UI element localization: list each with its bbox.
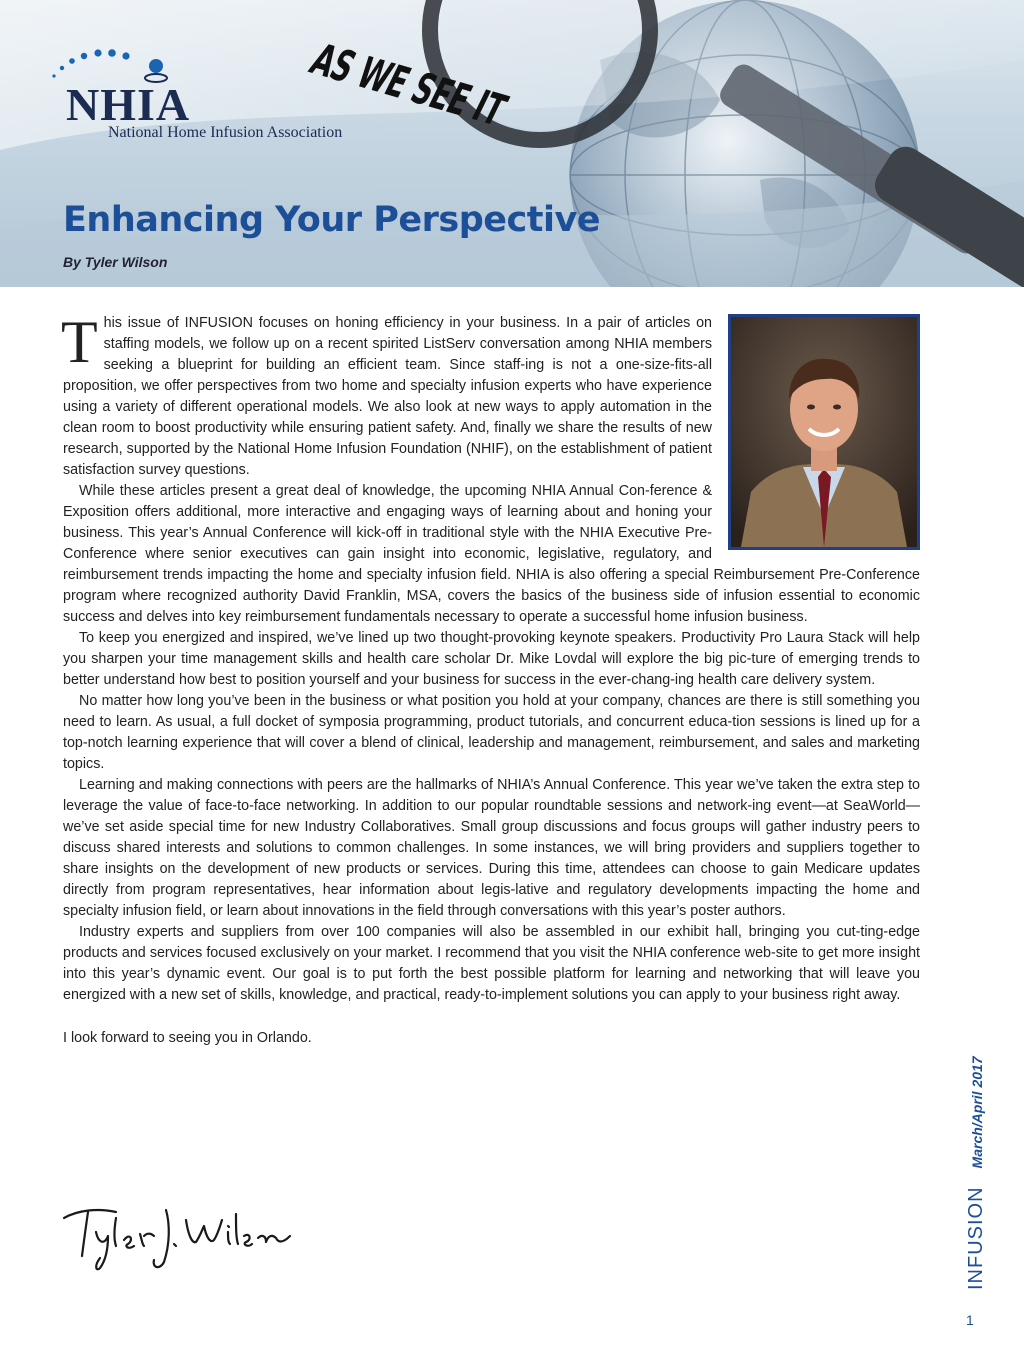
byline: By Tyler Wilson: [63, 254, 168, 270]
header-banner: [0, 0, 1024, 287]
article-paragraph: No matter how long you’ve been in the business or what position you hold at your company, chances are there is still something you need to learn. As usual, a full docket of symposia programming, product tutorials, and concurrent educa-tion sessions is lined up for a top-notch learning experience that will cover a blend of clinical, leadership and management, reimbursement, and sales and marketing topics.: [63, 693, 920, 772]
issue-date: March/April 2017: [969, 1056, 985, 1169]
author-signature: [58, 1196, 298, 1276]
article-paragraph: To keep you energized and inspired, we’ve lined up two thought-provoking keynote speakers. Productivity Pro Laura Stack will help you sharpen your time management skills and health care scholar Dr. Mike Lovdal will explore the big pic-ture of emerging trends to better understand how best to position yourself and your business for success in the ever-chang-ing health care delivery system.: [63, 630, 920, 688]
drop-cap: T: [61, 309, 98, 375]
author-portrait-image: [731, 317, 917, 547]
page-number: 1: [966, 1312, 974, 1328]
issue-sideline: [965, 1056, 988, 1290]
article-paragraph: Learning and making connections with peers are the hallmarks of NHIA’s Annual Conference. This year we’ve taken the extra step to leverage the value of face-to-face networking. In addition to our popular roundtable sessions and network-ing event—at SeaWorld—we’ve set aside special time for new Industry Collaboratives. Small group discussions and focus groups will gather industry peers to discuss shared interests and solutions to common challenges. In some instances, we will bring providers and suppliers together to share insights on the development of new products or services. During this time, attendees can choose to gain Medicare updates directly from program representatives, hear information about legis-lative and regulatory developments impacting the home and specialty infusion field, or learn about innovations in the field through conversations with this year’s poster authors.: [63, 777, 920, 919]
paragraph-text: his issue of INFUSION focuses on honing efficiency in your business. In a pair of articles on staffing models, we follow up on a recent spirited ListServ conversation among NHIA members seeking a blueprint for building an efficient team. Since staff-ing is not a one-size-fits-all proposition, we offer perspectives from two home and specialty infusion experts who have experience using a variety of different operational models. We also look at new ways to apply automation in the clean room to boost productivity while ensuring patient safety. And, finally we share the results of new research, supported by the National Home Infusion Foundation (NHIF), on the establishment of patient satisfaction survey questions.: [63, 315, 712, 478]
article-headline: Enhancing Your Perspective: [63, 200, 601, 240]
magazine-name: INFUSION: [965, 1186, 987, 1290]
article-paragraph: Industry experts and suppliers from over 100 companies will also be assembled in our exhibit hall, bringing you cut-ting-edge products and services focused exclusively on your market. I recommend that you visit the NHIA conference web-site to get more insight into this year’s dynamic event. Our goal is to put forth the best possible platform for learning and networking that will leave you energized with a new set of skills, knowledge, and practical, ready-to-implement solutions you can apply to your business right away.: [63, 924, 920, 1003]
author-photo: [728, 314, 920, 550]
column-title: AS WE SEE IT: [302, 35, 514, 136]
article-body: [61, 309, 920, 1049]
logo-wordmark: NHIA: [66, 79, 191, 130]
article-paragraph: While these articles present a great deal of knowledge, the upcoming NHIA Annual Con-ference & Exposition offers additional, more interactive and engaging ways of learning about and honing your business. This year’s Annual Conference will kick-off in traditional style with the NHIA Executive Pre-Conference where senior executives can gain insight into economic, legislative, regulatory, and reimbursement trends impacting the home and specialty infusion field. NHIA is also offering a special Reimbursement Pre-Conference program where recognized authority David Franklin, MSA, covers the basics of the business side of infusion essential to economic success and delves into key reimbursement fundamentals necessary to operate a successful home infusion business.: [63, 483, 920, 625]
organization-name: National Home Infusion Association: [108, 124, 343, 141]
closing-line: I look forward to seeing you in Orlando.: [63, 1030, 312, 1046]
